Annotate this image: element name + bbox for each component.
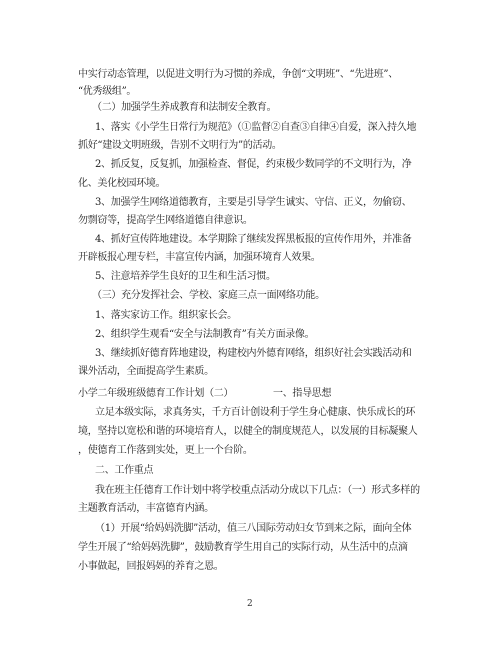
text-line: 开辟板报心理专栏，丰富宣传内涵，加强环境育人效果。 [78, 252, 321, 263]
plan-title: 小学二年级班级德育工作计划（二） [78, 388, 234, 399]
text-line: 化、美化校园环境。 [78, 178, 166, 189]
text-line: 3、加强学生网络道德教育，主要是引导学生诚实、守信、正义，勿偷窃、 [95, 197, 412, 208]
text-line: 2、抓反复，反复抓，加强检查、督促，约束极少数同学的不文明行为，净 [95, 159, 412, 170]
text-line: ，使德育工作落到实处，更上一个台阶。 [78, 445, 253, 456]
text-line: “优秀级组”。 [78, 86, 137, 97]
text-line: 学生开展了“给妈妈洗脚”，鼓励教育学生用自己的实际行动，从生活中的点滴 [78, 542, 408, 553]
text-line: 1、落实《小学生日常行为规范》（①监督②自查③自律④自爱，深入持久地 [95, 122, 417, 133]
text-line: 1、落实家访工作。组织家长会。 [95, 310, 237, 321]
text-line: 主题教育活动，丰富德育内涵。 [78, 503, 214, 514]
text-line: 课外活动，全面提高学生素质。 [78, 366, 214, 377]
text-line: 5、注意培养学生良好的卫生和生活习惯。 [95, 271, 276, 282]
section-heading: （三）充分发挥社会、学校、家庭三点一面网络功能。 [92, 290, 325, 301]
section-heading: （二）加强学生养成教育和法制安全教育。 [92, 102, 277, 113]
text-line: 小事做起，回报妈妈的养育之恩。 [78, 561, 224, 572]
text-line: 立足本级实际，求真务实，千方百计创设利于学生身心健康、快乐成长的环 [95, 407, 416, 418]
text-line: 中实行动态管理，以促进文明行为习惯的养成，争创“文明班”、“先进班”、 [78, 69, 398, 80]
text-line: 3、继续抓好德育阵地建设，构建校内外德育网络，组织好社会实践活动和 [95, 348, 412, 359]
page-number: 2 [247, 599, 253, 609]
plan-heading: 一、指导思想 [273, 388, 332, 399]
text-line: 抓好“建设文明班级，告别不文明行为”的活动。 [78, 140, 282, 151]
text-line: 我在班主任德育工作计划中将学校重点活动分成以下几点：（一）形式多样的 [95, 485, 420, 496]
text-line: 2、组织学生观看“安全与法制教育”有关方面录像。 [95, 329, 315, 340]
text-line: 勿剽窃等，提高学生网络道德自律意识。 [78, 215, 253, 226]
text-line: 4、抓好宣传阵地建设。本学期除了继续发挥黑板报的宣传作用外，并准备 [95, 234, 412, 245]
text-line: （1）开展“给妈妈洗脚”活动，值三八国际劳动妇女节到来之际，面向全体 [95, 523, 412, 534]
text-line: 境，坚持以宽松和谐的环境培育人，以健全的制度规范人，以发展的目标凝聚人 [78, 426, 418, 437]
section-heading: 二、工作重点 [95, 465, 154, 476]
